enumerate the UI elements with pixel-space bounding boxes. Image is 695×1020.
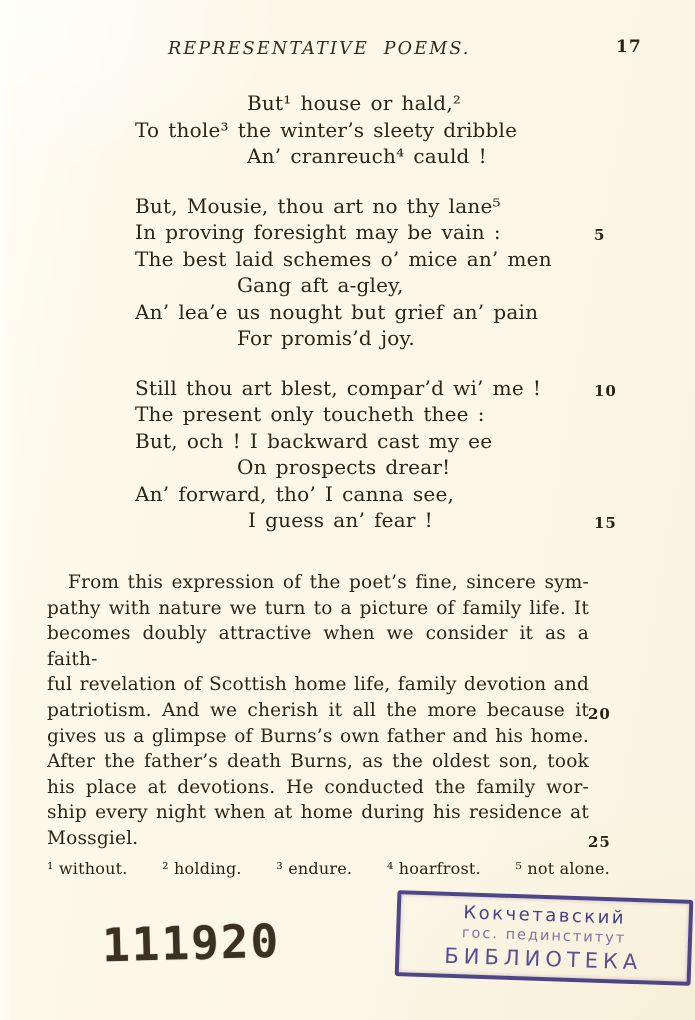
accession-number-stamp: 111920 bbox=[101, 913, 281, 973]
stanza-1 bbox=[0, 90, 695, 170]
footnote: ⁵ not alone. bbox=[515, 859, 610, 878]
prose-line: Mossgiel. 25 bbox=[47, 826, 589, 852]
prose-line: becomes doubly attractive when we consider it as a faith- bbox=[47, 623, 589, 670]
page-number: 17 bbox=[616, 37, 642, 57]
poem-line: Gang aft a-gley, bbox=[237, 273, 404, 297]
poem bbox=[0, 90, 695, 557]
prose-line: his place at devotions. He conducted the family wor- bbox=[47, 776, 589, 798]
prose-line: gives us a glimpse of Burns’s own father and his home. bbox=[47, 725, 589, 747]
poem-line-number: 10 bbox=[594, 381, 617, 400]
footnote: ¹ without. bbox=[47, 859, 128, 878]
prose-line: After the father’s death Burns, as the oldest son, took bbox=[47, 751, 589, 773]
footnote: ³ endure. bbox=[276, 859, 353, 878]
prose-paragraph bbox=[47, 570, 611, 852]
stanza-3 bbox=[0, 375, 695, 534]
poem-line: But, Mousie, thou art no thy lane⁵ bbox=[135, 193, 501, 218]
poem-line: But¹ house or hald,² bbox=[247, 91, 462, 115]
prose-line: ful revelation of Scottish home life, family devotion and bbox=[47, 674, 589, 696]
stanza-2 bbox=[0, 193, 695, 352]
poem-line: On prospects drear! bbox=[237, 455, 451, 479]
library-stamp-line-2: гос. пединститут bbox=[461, 924, 627, 947]
poem-line-number: 5 bbox=[594, 226, 606, 244]
poem-line: Still thou art blest, compar’d wi’ me ! 10 bbox=[0, 375, 695, 402]
running-title: REPRESENTATIVE POEMS. bbox=[168, 39, 471, 59]
poem-line: The present only toucheth thee : bbox=[135, 402, 485, 426]
library-stamp bbox=[395, 890, 694, 986]
footnote: ⁴ hoarfrost. bbox=[386, 859, 481, 878]
poem-line-number: 15 bbox=[594, 514, 617, 532]
prose-line: ship every night when at home during his residence at bbox=[47, 802, 589, 824]
footnote: ² holding. bbox=[162, 859, 242, 878]
footnotes-row bbox=[47, 859, 610, 878]
poem-line: To thole³ the winter’s sleety dribble bbox=[135, 117, 518, 142]
poem-line: But, och ! I backward cast my ee bbox=[135, 428, 493, 453]
poem-line: The best laid schemes o’ mice an’ men bbox=[135, 246, 552, 271]
poem-line: An’ forward, tho’ I canna see, bbox=[135, 481, 455, 506]
poem-line: An’ lea’e us nought but grief an’ pain bbox=[135, 299, 539, 324]
prose-line-number: 20 bbox=[588, 704, 611, 723]
poem-line: An’ cranreuch⁴ cauld ! bbox=[247, 144, 487, 168]
poem-line: In proving foresight may be vain : 5 bbox=[0, 219, 695, 246]
library-stamp-line-3: БИБЛИОТЕКА bbox=[444, 943, 643, 974]
prose-line: pathy with nature we turn to a picture of family life. It bbox=[47, 597, 589, 619]
poem-line: I guess an’ fear ! 15 bbox=[0, 507, 695, 534]
poem-line: For promis’d joy. bbox=[237, 326, 415, 350]
prose-line: From this expression of the poet’s fine, sincere sym- bbox=[68, 572, 589, 593]
prose-line: patriotism. And we cherish it all the more because it 20 bbox=[47, 698, 589, 724]
prose-line-number: 25 bbox=[588, 832, 611, 851]
library-stamp-line-1: Кокчетавский bbox=[463, 901, 627, 929]
